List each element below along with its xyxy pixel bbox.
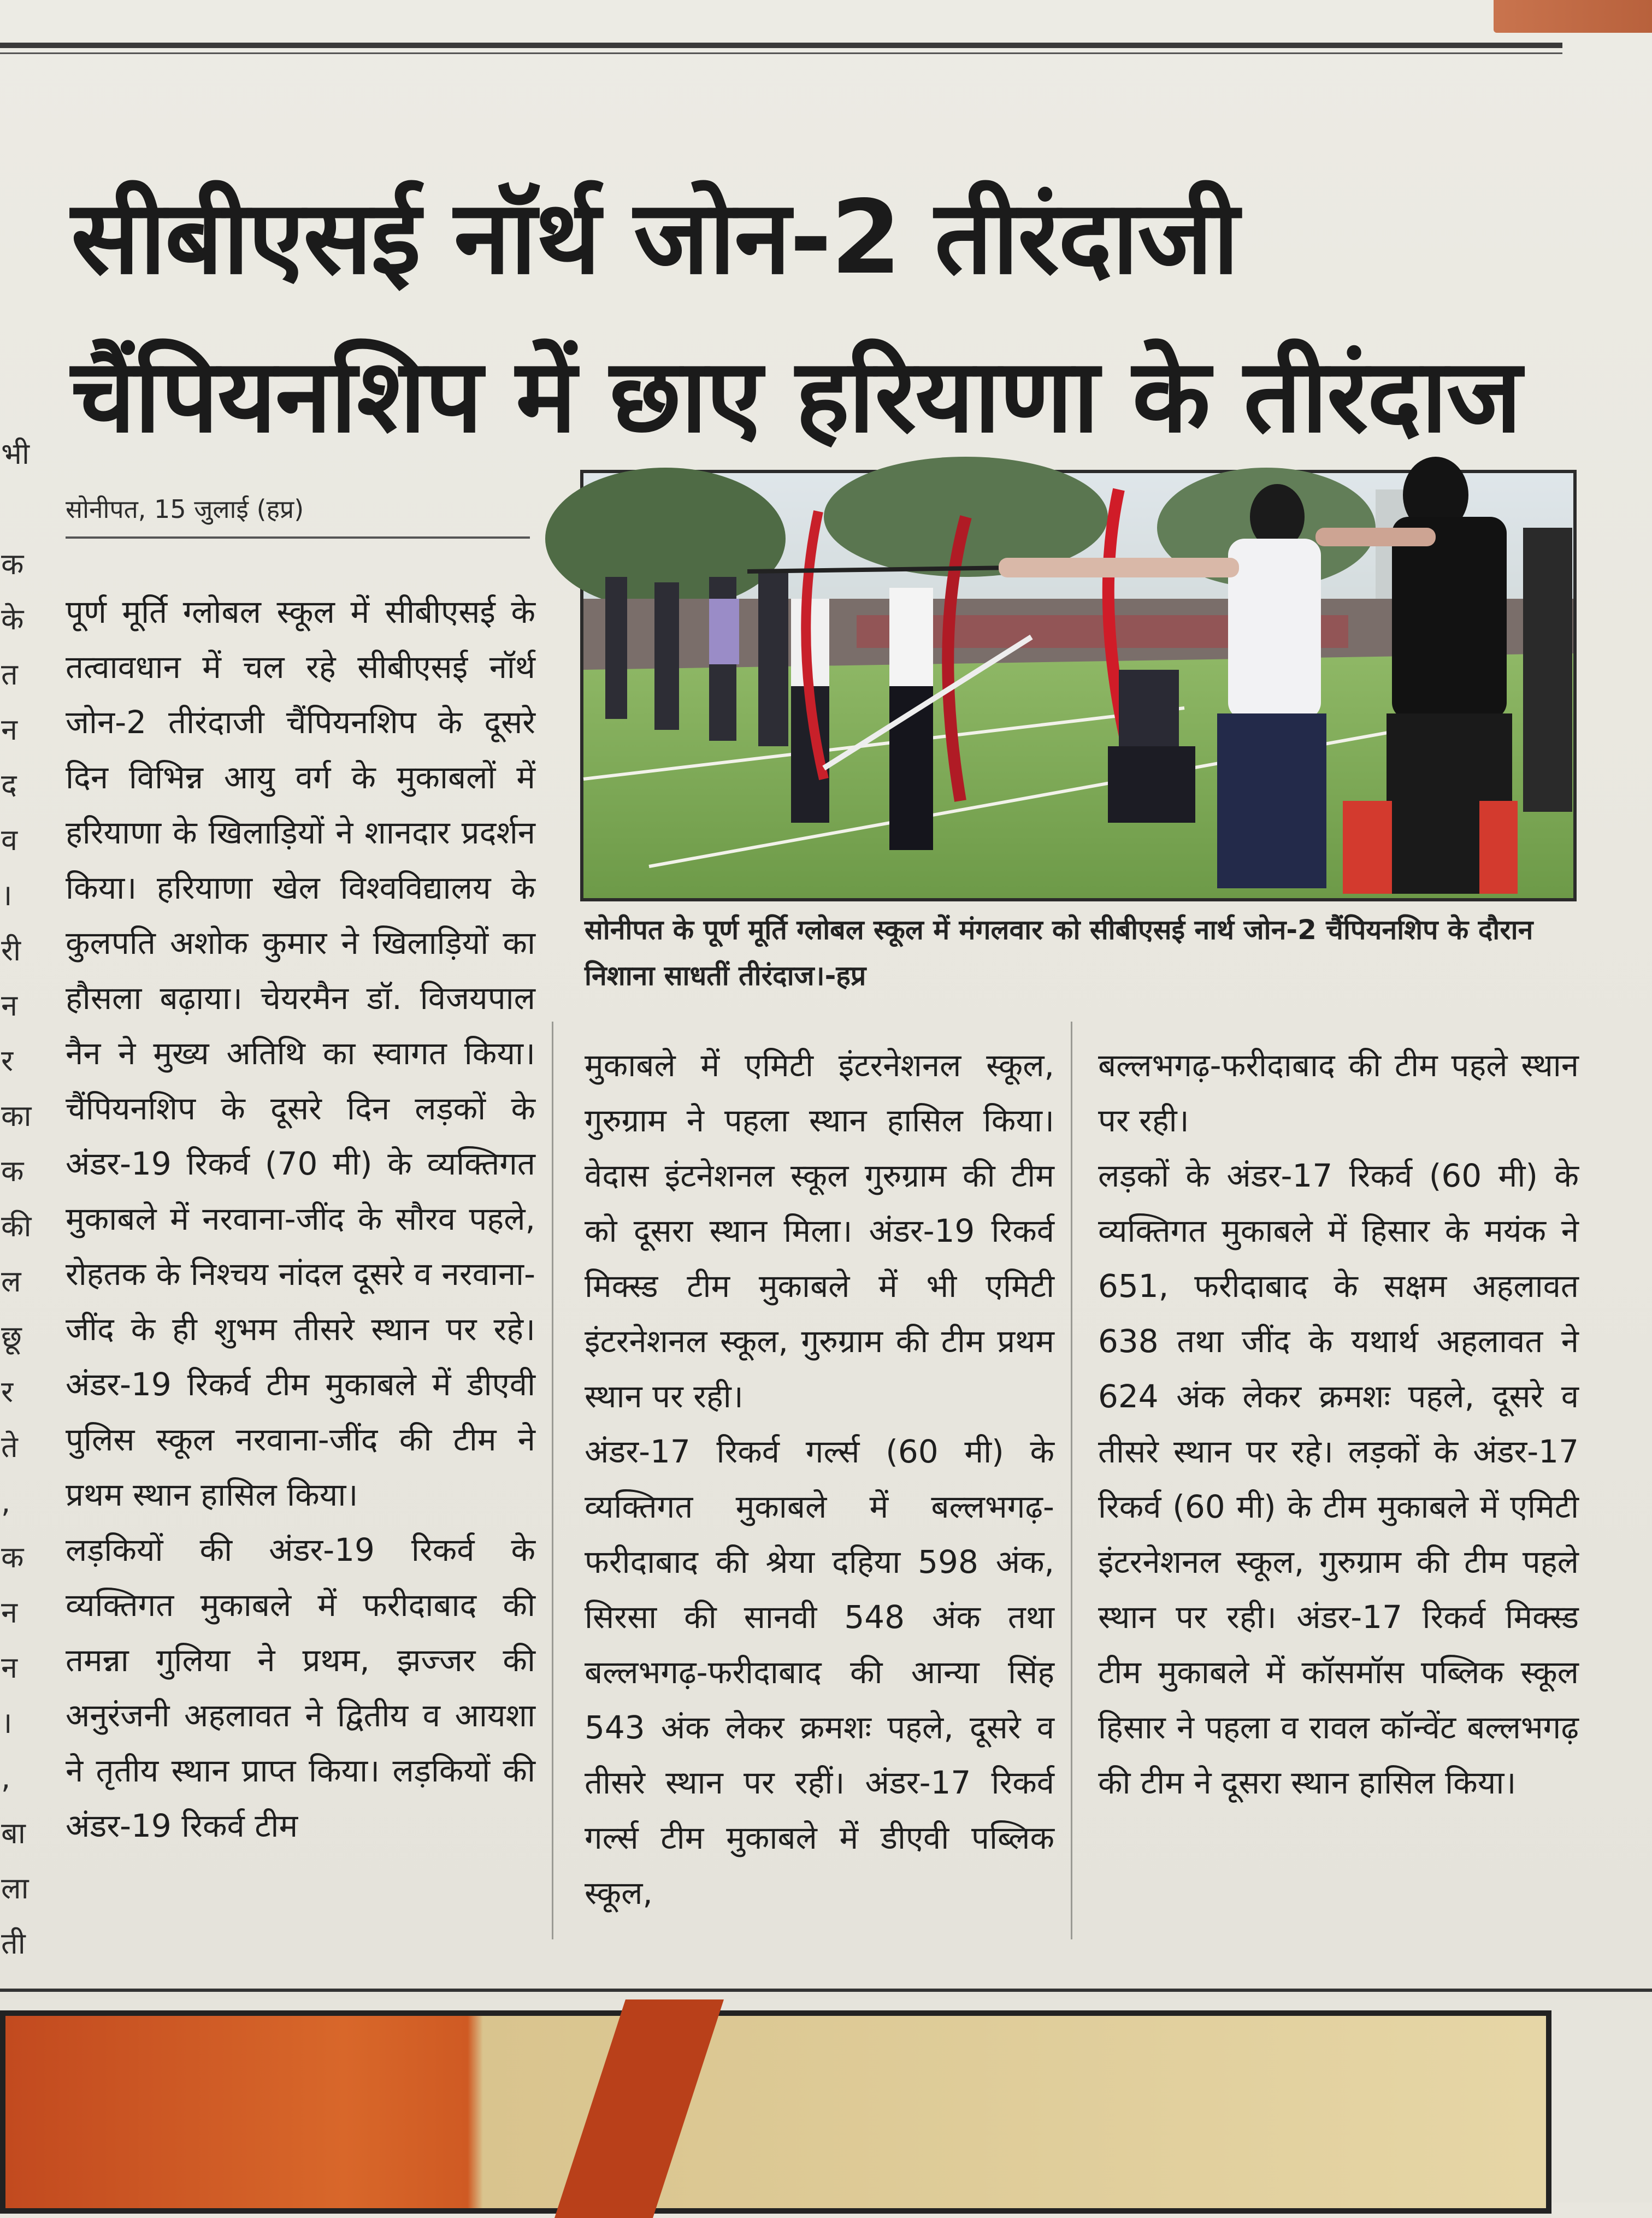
adjacent-column-fragment: । <box>1 1706 13 1740</box>
adjacent-column-fragment <box>1 481 33 536</box>
bottom-advertisement <box>0 1999 1652 2203</box>
article-column-2: मुकाबले में एमिटी इंटरनेशनल स्कूल, गुरुग्राम ने पहला स्थान हासिल किया। वेदास इंटनेशनल स्कूल गुरुग्राम की टीम को दूसरा स्थान मिला। अंडर-19 रिकर्व मिक्स्ड टीम मुकाबले में भी एमिटी इंटरनेशनल स्कूल, गुरुग्राम की टीम प्रथम स्थान पर रही। अंडर-17 रिकर्व गर्ल्स (60 मी) के व्यक्तिगत मुकाबले में बल्लभगढ़-फरीदाबाद की श्रेया दहिया 598 अंक, सिरसा की सानवी 548 अंक तथा बल्लभगढ़-फरीदाबाद की आन्या सिंह 543 अंक लेकर क्रमशः पहले, दूसरे व तीसरे स्थान पर रहीं। अंडर-17 रिकर्व गर्ल्स टीम मुकाबले में डीएवी पब्लिक स्कूल, <box>585 1047 1054 1912</box>
adjacent-column-fragment: न <box>1 1650 17 1685</box>
photo-caption: सोनीपत के पूर्ण मूर्ति ग्लोबल स्कूल में मंगलवार को सीबीएसई नार्थ जोन-2 चैंपियनशिप के दौरान निशाना साधतीं तीरंदाज।-हप्र <box>585 914 1533 992</box>
top-rule-thin <box>0 52 1562 54</box>
article-column-1: पूर्ण मूर्ति ग्लोबल स्कूल में सीबीएसई के तत्वावधान में चल रहे सीबीएसई नॉर्थ जोन-2 तीरंदाजी चैंपियनशिप के दूसरे दिन विभिन्न आयु वर्ग के मुकाबलों में हरियाणा के खिलाड़ियों ने शानदार प्रदर्शन किया। हरियाणा खेल विश्वविद्यालय के कुलपति अशोक कुमार ने खिलाड़ियों का हौसला बढ़ाया। चेयरमैन डॉ. विजयपाल नैन ने मुख्य अतिथि का स्वागत किया। चैंपियनशिप के दूसरे दिन लड़कों के अंडर-19 रिकर्व (70 मी) के व्यक्तिगत मुकाबले में नरवाना-जींद के सौरव पहले, रोहतक के निश्चय नांदल दूसरे व नरवाना-जींद के ही शुभम तीसरे स्थान पर रहे। अंडर-19 रिकर्व टीम मुकाबले में डीएवी पुलिस स्कूल नरवाना-जींद की टीम ने प्रथम स्थान हासिल किया। लड़कियों की अंडर-19 रिकर्व के व्यक्तिगत मुकाबले में फरीदाबाद की तमन्ना गुलिया ने प्रथम, झज्जर की अनुरंजनी अहलावत ने द्वितीय व आयशा ने तृतीय स्थान प्राप्त किया। लड़कियों की अंडर-19 रिकर्व टीम <box>66 593 535 1844</box>
adjacent-column-fragment: भी <box>1 436 30 471</box>
top-rule <box>0 43 1562 48</box>
adjacent-column-fragment: त <box>1 657 18 692</box>
adjacent-column-fragment: र <box>1 1375 14 1409</box>
adjacent-column-fragment: द <box>1 768 17 802</box>
adjacent-column-fragment: री <box>1 933 21 968</box>
adjacent-column-fragment: ती <box>1 1926 26 1961</box>
article-column-3: बल्लभगढ़-फरीदाबाद की टीम पहले स्थान पर रही। लड़कों के अंडर-17 रिकर्व (60 मी) के व्यक्तिगत मुकाबले में हिसार के मयंक ने 651, फरीदाबाद के सक्षम अहलावत 638 तथा जींद के यथार्थ अहलावत ने 624 अंक लेकर क्रमशः पहले, दूसरे व तीसरे स्थान पर रहे। लड़कों के अंडर-17 रिकर्व (60 मी) के टीम मुकाबले में एमिटी इंटरनेशनल स्कूल, गुरुग्राम की टीम पहले स्थान पर रही। अंडर-17 रिकर्व मिक्स्ड टीम मुकाबले में कॉसमॉस पब्लिक स्कूल हिसार ने पहला व रावल कॉन्वेंट बल्लभगढ़ की टीम ने दूसरा स्थान हासिल किया। <box>1098 1047 1579 1801</box>
adjacent-column-fragment: न <box>1 988 17 1023</box>
column-rule-2 <box>1071 1022 1072 1939</box>
adjacent-column-fragment: ला <box>1 1871 29 1906</box>
adjacent-column-fragment: । <box>1 878 13 912</box>
archery-photo-illustration <box>583 473 1573 898</box>
headline-line-1: सीबीएसई नॉर्थ जोन-2 तीरंदाजी <box>71 178 1238 297</box>
adjacent-column-fragment: न <box>1 712 17 747</box>
dateline: सोनीपत, 15 जुलाई (हप्र) <box>66 492 530 539</box>
adjacent-column-fragment: , <box>1 1761 11 1795</box>
adjacent-column-fragments <box>0 426 33 1961</box>
adjacent-column-fragment: ल <box>1 1264 21 1299</box>
adjacent-column-fragment: की <box>1 1209 32 1243</box>
adjacent-column-fragment: छू <box>1 1319 22 1354</box>
headline-line-2: चैंपियनशिप में छाए हरियाणा के तीरंदाज <box>71 337 1521 455</box>
adjacent-column-fragment: क <box>1 547 24 581</box>
adjacent-column-fragment: का <box>1 1099 32 1133</box>
adjacent-column-fragment: के <box>1 602 24 636</box>
adjacent-column-fragment: बा <box>1 1816 26 1850</box>
bottom-rule <box>0 1989 1652 1992</box>
article-headline <box>71 158 1601 475</box>
archery-photo <box>580 470 1577 901</box>
adjacent-column-fragment: , <box>1 1485 11 1519</box>
adjacent-column-fragment: क <box>1 1154 24 1188</box>
adjacent-column-fragment: क <box>1 1540 24 1574</box>
adjacent-column-fragment: व <box>1 823 18 857</box>
adjacent-column-fragment: ते <box>1 1430 18 1464</box>
adjacent-column-fragment: र <box>1 1043 14 1078</box>
column-rule-1 <box>552 1022 553 1939</box>
advertisement-frame <box>0 2010 1551 2214</box>
adjacent-page-corner <box>1494 0 1652 33</box>
adjacent-column-fragment: न <box>1 1595 17 1630</box>
